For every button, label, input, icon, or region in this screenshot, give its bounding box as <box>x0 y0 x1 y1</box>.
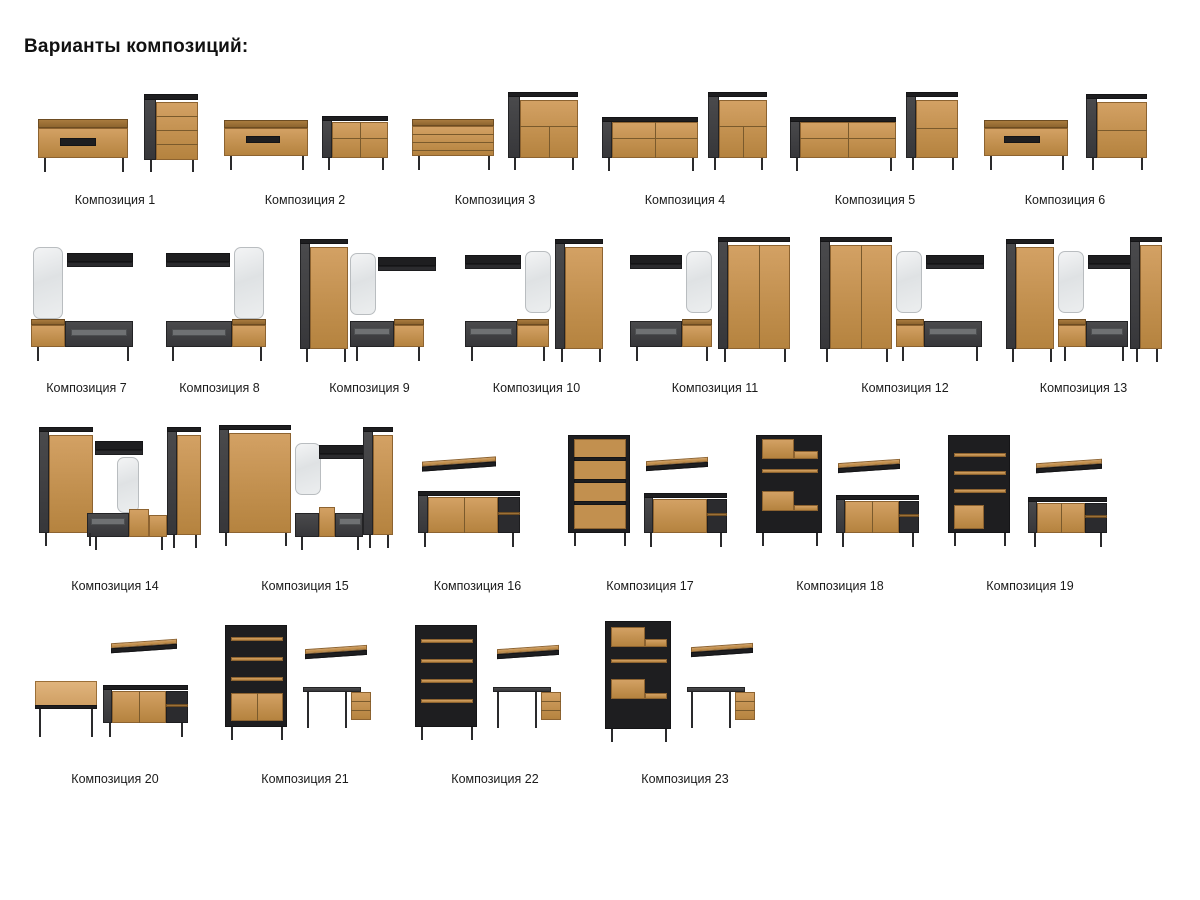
composition-illustration-11 <box>620 229 810 374</box>
composition-illustration-4 <box>590 76 780 186</box>
composition-illustration-7 <box>20 229 153 374</box>
composition-card-14[interactable] <box>20 417 210 615</box>
composition-card-18[interactable] <box>745 417 935 615</box>
composition-caption: Композиция 8 <box>179 381 260 395</box>
composition-illustration-2 <box>210 76 400 186</box>
composition-illustration-8 <box>153 229 286 374</box>
composition-illustration-1 <box>20 76 210 186</box>
composition-card-13[interactable] <box>1000 229 1167 417</box>
composition-card-3[interactable] <box>400 76 590 229</box>
composition-card-21[interactable] <box>210 615 400 808</box>
composition-card-15[interactable] <box>210 417 400 615</box>
composition-row-2 <box>20 229 1180 417</box>
composition-card-16[interactable] <box>400 417 555 615</box>
composition-caption: Композиция 11 <box>671 381 759 395</box>
composition-caption: Композиция 12 <box>861 381 949 395</box>
composition-caption: Композиция 13 <box>1039 381 1128 395</box>
composition-caption: Композиция 17 <box>606 579 694 593</box>
composition-illustration-14 <box>20 417 210 572</box>
composition-card-20[interactable] <box>20 615 210 808</box>
composition-card-5[interactable] <box>780 76 970 229</box>
composition-caption: Композиция 10 <box>492 381 581 395</box>
composition-illustration-15 <box>210 417 400 572</box>
composition-illustration-19 <box>935 417 1125 572</box>
composition-caption: Композиция 23 <box>641 772 729 786</box>
composition-caption: Композиция 21 <box>261 772 349 786</box>
composition-caption: Композиция 18 <box>796 579 884 593</box>
composition-row-3 <box>20 417 1180 615</box>
composition-illustration-17 <box>555 417 745 572</box>
composition-illustration-9 <box>286 229 453 374</box>
composition-card-9[interactable] <box>286 229 453 417</box>
composition-card-19[interactable] <box>935 417 1125 615</box>
composition-illustration-21 <box>210 615 400 765</box>
composition-caption: Композиция 22 <box>451 772 539 786</box>
composition-caption: Композиция 3 <box>454 193 536 207</box>
composition-card-8[interactable] <box>153 229 286 417</box>
composition-caption: Композиция 7 <box>46 381 127 395</box>
composition-card-17[interactable] <box>555 417 745 615</box>
composition-illustration-20 <box>20 615 210 765</box>
composition-card-2[interactable] <box>210 76 400 229</box>
composition-row-4 <box>20 615 1180 808</box>
composition-caption: Композиция 9 <box>329 381 410 395</box>
composition-card-6[interactable] <box>970 76 1160 229</box>
composition-card-7[interactable] <box>20 229 153 417</box>
composition-illustration-12 <box>810 229 1000 374</box>
composition-illustration-5 <box>780 76 970 186</box>
composition-card-12[interactable] <box>810 229 1000 417</box>
composition-caption: Композиция 2 <box>264 193 346 207</box>
composition-rows <box>20 76 1180 808</box>
composition-card-4[interactable] <box>590 76 780 229</box>
composition-illustration-10 <box>453 229 620 374</box>
composition-illustration-16 <box>400 417 555 572</box>
composition-caption: Композиция 5 <box>834 193 916 207</box>
composition-caption: Композиция 20 <box>71 772 159 786</box>
composition-caption: Композиция 15 <box>261 579 349 593</box>
composition-illustration-18 <box>745 417 935 572</box>
composition-caption: Композиция 4 <box>644 193 726 207</box>
composition-card-23[interactable] <box>590 615 780 808</box>
composition-illustration-13 <box>1000 229 1167 374</box>
composition-caption: Композиция 1 <box>74 193 156 207</box>
composition-caption: Композиция 16 <box>433 579 522 593</box>
composition-card-11[interactable] <box>620 229 810 417</box>
composition-illustration-23 <box>590 615 780 765</box>
composition-caption: Композиция 19 <box>986 579 1074 593</box>
composition-card-22[interactable] <box>400 615 590 808</box>
composition-illustration-22 <box>400 615 590 765</box>
composition-illustration-3 <box>400 76 590 186</box>
page-title: Варианты композиций: <box>24 36 249 57</box>
composition-row-1 <box>20 76 1180 229</box>
composition-card-10[interactable] <box>453 229 620 417</box>
composition-caption: Композиция 6 <box>1024 193 1106 207</box>
composition-illustration-6 <box>970 76 1160 186</box>
composition-caption: Композиция 14 <box>71 579 159 593</box>
composition-card-1[interactable] <box>20 76 210 229</box>
